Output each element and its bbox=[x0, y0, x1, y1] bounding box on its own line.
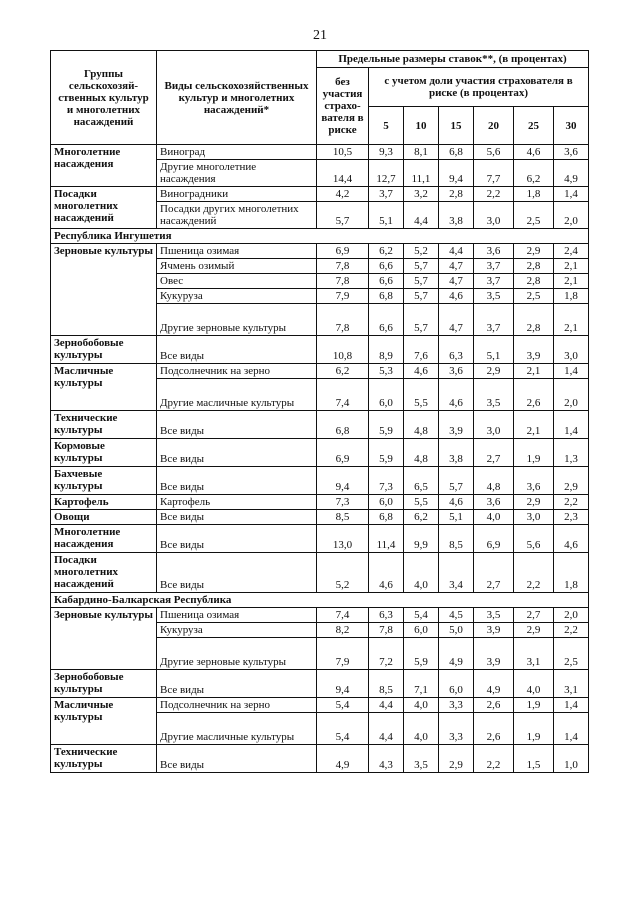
rate-with-share: 6,5 bbox=[404, 467, 439, 495]
table-row bbox=[51, 495, 589, 510]
rate-with-share: 2,2 bbox=[514, 553, 554, 593]
rate-with-share: 5,4 bbox=[404, 608, 439, 623]
rate-with-share: 6,8 bbox=[369, 510, 404, 525]
rate-with-share: 1,9 bbox=[514, 698, 554, 713]
rate-with-share: 2,4 bbox=[554, 244, 589, 259]
rate-with-share: 4,6 bbox=[554, 525, 589, 553]
rate-with-share: 2,9 bbox=[474, 364, 514, 379]
rate-with-share: 3,6 bbox=[474, 244, 514, 259]
crop-name: Все виды bbox=[157, 467, 317, 495]
rate-with-share: 3,6 bbox=[474, 495, 514, 510]
crop-name: Все виды bbox=[157, 670, 317, 698]
rate-with-share: 4,0 bbox=[514, 670, 554, 698]
rate-with-share: 2,2 bbox=[554, 623, 589, 638]
rate-without-share: 6,9 bbox=[317, 244, 369, 259]
header-share: 20 bbox=[474, 107, 514, 145]
rate-with-share: 2,8 bbox=[439, 187, 474, 202]
rate-with-share: 2,2 bbox=[474, 187, 514, 202]
crop-name: Картофель bbox=[157, 495, 317, 510]
rate-without-share: 7,3 bbox=[317, 495, 369, 510]
rate-with-share: 1,4 bbox=[554, 411, 589, 439]
rate-without-share: 6,8 bbox=[317, 411, 369, 439]
rate-without-share: 4,9 bbox=[317, 745, 369, 773]
header-with-share: с учетом доли участия страхователя в риске (в процентах) bbox=[369, 68, 589, 107]
rate-with-share: 5,7 bbox=[404, 289, 439, 304]
rate-with-share: 4,7 bbox=[439, 274, 474, 289]
rate-with-share: 2,2 bbox=[554, 495, 589, 510]
rate-with-share: 3,2 bbox=[404, 187, 439, 202]
region-row bbox=[51, 229, 589, 244]
rate-with-share: 2,6 bbox=[514, 379, 554, 411]
rate-with-share: 5,6 bbox=[474, 145, 514, 160]
rate-with-share: 2,9 bbox=[554, 467, 589, 495]
group-name: Масличные культуры bbox=[51, 698, 157, 745]
rate-with-share: 1,5 bbox=[514, 745, 554, 773]
rate-with-share: 6,6 bbox=[369, 259, 404, 274]
rate-with-share: 3,9 bbox=[439, 411, 474, 439]
rate-without-share: 9,4 bbox=[317, 467, 369, 495]
rate-with-share: 2,0 bbox=[554, 379, 589, 411]
rate-with-share: 6,3 bbox=[369, 608, 404, 623]
region-title: Республика Ингушетия bbox=[51, 229, 589, 244]
header-without-share: без участия страхо- вателя в риске bbox=[317, 68, 369, 145]
rate-with-share: 1,4 bbox=[554, 713, 589, 745]
rate-with-share: 6,0 bbox=[369, 379, 404, 411]
group-name: Масличные культуры bbox=[51, 364, 157, 411]
page-number: 21 bbox=[313, 28, 327, 43]
rate-with-share: 6,8 bbox=[369, 289, 404, 304]
rate-without-share: 7,9 bbox=[317, 289, 369, 304]
rate-with-share: 1,3 bbox=[554, 439, 589, 467]
rate-with-share: 4,0 bbox=[404, 698, 439, 713]
rate-with-share: 6,0 bbox=[369, 495, 404, 510]
table-row bbox=[51, 525, 589, 553]
rate-with-share: 4,3 bbox=[369, 745, 404, 773]
insurance-rates-table bbox=[50, 50, 589, 773]
rate-without-share: 10,5 bbox=[317, 145, 369, 160]
rate-with-share: 9,4 bbox=[439, 160, 474, 187]
rate-with-share: 2,5 bbox=[514, 202, 554, 229]
crop-name: Ячмень озимый bbox=[157, 259, 317, 274]
rate-with-share: 2,1 bbox=[514, 411, 554, 439]
rate-with-share: 12,7 bbox=[369, 160, 404, 187]
rate-without-share: 6,9 bbox=[317, 439, 369, 467]
rate-with-share: 2,8 bbox=[514, 274, 554, 289]
rate-with-share: 4,6 bbox=[514, 145, 554, 160]
rate-with-share: 5,5 bbox=[404, 495, 439, 510]
rate-with-share: 4,8 bbox=[474, 467, 514, 495]
rate-with-share: 3,5 bbox=[474, 379, 514, 411]
rate-with-share: 7,1 bbox=[404, 670, 439, 698]
rate-with-share: 4,9 bbox=[439, 638, 474, 670]
rate-with-share: 6,0 bbox=[439, 670, 474, 698]
header-share: 5 bbox=[369, 107, 404, 145]
rate-with-share: 6,8 bbox=[439, 145, 474, 160]
rate-without-share: 5,7 bbox=[317, 202, 369, 229]
table-row bbox=[51, 608, 589, 623]
table-header bbox=[51, 51, 589, 145]
rate-with-share: 2,9 bbox=[439, 745, 474, 773]
rate-without-share: 9,4 bbox=[317, 670, 369, 698]
rate-with-share: 1,0 bbox=[554, 745, 589, 773]
rate-with-share: 2,1 bbox=[554, 274, 589, 289]
header-share: 15 bbox=[439, 107, 474, 145]
crop-name: Пшеница озимая bbox=[157, 244, 317, 259]
rate-with-share: 4,6 bbox=[404, 364, 439, 379]
rate-with-share: 3,7 bbox=[369, 187, 404, 202]
rate-with-share: 2,6 bbox=[474, 698, 514, 713]
rate-with-share: 3,0 bbox=[474, 411, 514, 439]
rate-with-share: 2,1 bbox=[514, 364, 554, 379]
crop-name: Кукуруза bbox=[157, 289, 317, 304]
rate-with-share: 4,0 bbox=[474, 510, 514, 525]
table-row bbox=[51, 439, 589, 467]
rate-with-share: 11,1 bbox=[404, 160, 439, 187]
rate-without-share: 5,4 bbox=[317, 713, 369, 745]
rate-with-share: 11,4 bbox=[369, 525, 404, 553]
rate-with-share: 2,8 bbox=[514, 304, 554, 336]
rate-with-share: 3,0 bbox=[554, 336, 589, 364]
rate-without-share: 5,2 bbox=[317, 553, 369, 593]
rate-with-share: 4,4 bbox=[439, 244, 474, 259]
rate-with-share: 2,0 bbox=[554, 202, 589, 229]
table-row bbox=[51, 145, 589, 160]
rate-with-share: 5,1 bbox=[439, 510, 474, 525]
crop-name: Все виды bbox=[157, 411, 317, 439]
rate-with-share: 3,1 bbox=[514, 638, 554, 670]
rate-with-share: 4,8 bbox=[404, 439, 439, 467]
rate-with-share: 5,0 bbox=[439, 623, 474, 638]
rate-with-share: 3,6 bbox=[554, 145, 589, 160]
rate-with-share: 1,9 bbox=[514, 713, 554, 745]
group-name: Овощи bbox=[51, 510, 157, 525]
rate-with-share: 4,8 bbox=[404, 411, 439, 439]
rate-with-share: 3,4 bbox=[439, 553, 474, 593]
rate-with-share: 7,6 bbox=[404, 336, 439, 364]
rate-with-share: 5,9 bbox=[404, 638, 439, 670]
crop-name: Все виды bbox=[157, 745, 317, 773]
crop-name: Виноградники bbox=[157, 187, 317, 202]
crop-name: Кукуруза bbox=[157, 623, 317, 638]
rate-with-share: 1,4 bbox=[554, 698, 589, 713]
rate-with-share: 3,9 bbox=[474, 623, 514, 638]
rate-with-share: 6,2 bbox=[404, 510, 439, 525]
rate-with-share: 2,5 bbox=[514, 289, 554, 304]
rate-without-share: 13,0 bbox=[317, 525, 369, 553]
crop-name: Другие многолетние насаждения bbox=[157, 160, 317, 187]
rate-with-share: 8,1 bbox=[404, 145, 439, 160]
rate-with-share: 5,2 bbox=[404, 244, 439, 259]
rate-with-share: 3,9 bbox=[514, 336, 554, 364]
rate-with-share: 4,0 bbox=[404, 713, 439, 745]
rate-with-share: 2,0 bbox=[554, 608, 589, 623]
rate-with-share: 3,3 bbox=[439, 698, 474, 713]
table-row bbox=[51, 553, 589, 593]
rate-with-share: 4,9 bbox=[474, 670, 514, 698]
rate-with-share: 4,4 bbox=[369, 713, 404, 745]
rate-with-share: 7,2 bbox=[369, 638, 404, 670]
rate-with-share: 5,9 bbox=[369, 439, 404, 467]
rate-with-share: 2,9 bbox=[514, 495, 554, 510]
header-share: 30 bbox=[554, 107, 589, 145]
crop-name: Все виды bbox=[157, 439, 317, 467]
rate-with-share: 5,7 bbox=[404, 274, 439, 289]
group-name: Посадки многолетних насаждений bbox=[51, 553, 157, 593]
group-name: Зернобобовые культуры bbox=[51, 336, 157, 364]
rate-without-share: 7,9 bbox=[317, 638, 369, 670]
rate-with-share: 2,1 bbox=[554, 259, 589, 274]
crop-name: Подсолнечник на зерно bbox=[157, 364, 317, 379]
table-row bbox=[51, 467, 589, 495]
crop-name: Подсолнечник на зерно bbox=[157, 698, 317, 713]
rate-with-share: 2,7 bbox=[514, 608, 554, 623]
rate-with-share: 8,5 bbox=[369, 670, 404, 698]
header-share: 25 bbox=[514, 107, 554, 145]
rate-with-share: 3,7 bbox=[474, 274, 514, 289]
rate-without-share: 7,8 bbox=[317, 304, 369, 336]
rate-with-share: 3,5 bbox=[404, 745, 439, 773]
rate-with-share: 5,1 bbox=[474, 336, 514, 364]
rate-with-share: 6,0 bbox=[404, 623, 439, 638]
rate-with-share: 3,5 bbox=[474, 608, 514, 623]
rate-with-share: 2,9 bbox=[514, 244, 554, 259]
header-share: 10 bbox=[404, 107, 439, 145]
rate-with-share: 4,5 bbox=[439, 608, 474, 623]
rate-without-share: 4,2 bbox=[317, 187, 369, 202]
crop-name: Все виды bbox=[157, 553, 317, 593]
rate-with-share: 1,8 bbox=[514, 187, 554, 202]
rate-with-share: 3,0 bbox=[474, 202, 514, 229]
rate-with-share: 4,7 bbox=[439, 304, 474, 336]
rate-with-share: 2,9 bbox=[514, 623, 554, 638]
rate-without-share: 6,2 bbox=[317, 364, 369, 379]
header-limits: Предельные размеры ставок**, (в процентах) bbox=[317, 51, 589, 68]
rate-with-share: 3,7 bbox=[474, 259, 514, 274]
rate-with-share: 3,8 bbox=[439, 202, 474, 229]
rate-with-share: 3,3 bbox=[439, 713, 474, 745]
rate-with-share: 4,9 bbox=[554, 160, 589, 187]
crop-name: Все виды bbox=[157, 510, 317, 525]
group-name: Многолетние насаждения bbox=[51, 525, 157, 553]
table-row bbox=[51, 670, 589, 698]
group-name: Технические культуры bbox=[51, 411, 157, 439]
rate-with-share: 3,8 bbox=[439, 439, 474, 467]
rate-with-share: 1,9 bbox=[514, 439, 554, 467]
group-name: Зернобобовые культуры bbox=[51, 670, 157, 698]
crop-name: Виноград bbox=[157, 145, 317, 160]
table-row bbox=[51, 510, 589, 525]
rate-with-share: 4,0 bbox=[404, 553, 439, 593]
rate-with-share: 4,6 bbox=[439, 379, 474, 411]
rate-with-share: 4,7 bbox=[439, 259, 474, 274]
crop-name: Пшеница озимая bbox=[157, 608, 317, 623]
rate-with-share: 1,8 bbox=[554, 553, 589, 593]
rate-with-share: 6,9 bbox=[474, 525, 514, 553]
rate-with-share: 2,7 bbox=[474, 553, 514, 593]
rate-with-share: 6,3 bbox=[439, 336, 474, 364]
table-row bbox=[51, 336, 589, 364]
rate-with-share: 1,4 bbox=[554, 187, 589, 202]
table-row bbox=[51, 411, 589, 439]
rate-with-share: 5,5 bbox=[404, 379, 439, 411]
rate-with-share: 1,8 bbox=[554, 289, 589, 304]
rate-with-share: 8,5 bbox=[439, 525, 474, 553]
rate-with-share: 9,3 bbox=[369, 145, 404, 160]
rate-with-share: 6,6 bbox=[369, 304, 404, 336]
rate-without-share: 5,4 bbox=[317, 698, 369, 713]
rate-with-share: 3,6 bbox=[514, 467, 554, 495]
crop-name: Другие масличные культуры bbox=[157, 713, 317, 745]
crop-name: Овес bbox=[157, 274, 317, 289]
header-group: Группы сельскохозяй- ственных культур и многолетних насаждений bbox=[51, 51, 157, 145]
rate-with-share: 2,1 bbox=[554, 304, 589, 336]
rate-with-share: 3,0 bbox=[514, 510, 554, 525]
rate-with-share: 7,8 bbox=[369, 623, 404, 638]
rate-with-share: 5,6 bbox=[514, 525, 554, 553]
crop-name: Другие масличные культуры bbox=[157, 379, 317, 411]
group-name: Кормовые культуры bbox=[51, 439, 157, 467]
group-name: Зерновые культуры bbox=[51, 244, 157, 336]
rate-with-share: 5,7 bbox=[404, 259, 439, 274]
rate-with-share: 5,9 bbox=[369, 411, 404, 439]
rate-with-share: 2,7 bbox=[474, 439, 514, 467]
table-body bbox=[51, 145, 589, 773]
rate-without-share: 14,4 bbox=[317, 160, 369, 187]
group-name: Бахчевые культуры bbox=[51, 467, 157, 495]
rate-without-share: 7,8 bbox=[317, 259, 369, 274]
rate-with-share: 3,1 bbox=[554, 670, 589, 698]
rate-with-share: 9,9 bbox=[404, 525, 439, 553]
rate-with-share: 3,7 bbox=[474, 304, 514, 336]
group-name: Картофель bbox=[51, 495, 157, 510]
table-row bbox=[51, 187, 589, 202]
rate-without-share: 7,4 bbox=[317, 608, 369, 623]
rate-with-share: 5,7 bbox=[404, 304, 439, 336]
table-row bbox=[51, 364, 589, 379]
rate-with-share: 8,9 bbox=[369, 336, 404, 364]
table-row bbox=[51, 698, 589, 713]
crop-name: Другие зерновые культуры bbox=[157, 638, 317, 670]
group-name: Многолетние насаждения bbox=[51, 145, 157, 187]
rate-without-share: 8,2 bbox=[317, 623, 369, 638]
rate-with-share: 2,5 bbox=[554, 638, 589, 670]
rate-with-share: 4,4 bbox=[369, 698, 404, 713]
rate-with-share: 4,6 bbox=[439, 289, 474, 304]
region-title: Кабардино-Балкарская Республика bbox=[51, 593, 589, 608]
region-row bbox=[51, 593, 589, 608]
rate-with-share: 4,6 bbox=[369, 553, 404, 593]
rate-with-share: 7,3 bbox=[369, 467, 404, 495]
rate-with-share: 5,3 bbox=[369, 364, 404, 379]
rate-with-share: 2,3 bbox=[554, 510, 589, 525]
rate-with-share: 5,1 bbox=[369, 202, 404, 229]
group-name: Зерновые культуры bbox=[51, 608, 157, 670]
rate-with-share: 2,8 bbox=[514, 259, 554, 274]
rate-with-share: 6,2 bbox=[369, 244, 404, 259]
rate-with-share: 2,2 bbox=[474, 745, 514, 773]
rate-with-share: 6,6 bbox=[369, 274, 404, 289]
rate-with-share: 6,2 bbox=[514, 160, 554, 187]
header-type: Виды сельскохозяйственных культур и многолетних насаждений* bbox=[157, 51, 317, 145]
rate-with-share: 3,5 bbox=[474, 289, 514, 304]
group-name: Посадки многолетних насаждений bbox=[51, 187, 157, 229]
crop-name: Все виды bbox=[157, 336, 317, 364]
crop-name: Другие зерновые культуры bbox=[157, 304, 317, 336]
table-row bbox=[51, 244, 589, 259]
rate-without-share: 7,8 bbox=[317, 274, 369, 289]
rate-without-share: 8,5 bbox=[317, 510, 369, 525]
rate-without-share: 10,8 bbox=[317, 336, 369, 364]
table-row bbox=[51, 745, 589, 773]
rate-with-share: 4,6 bbox=[439, 495, 474, 510]
rate-with-share: 2,6 bbox=[474, 713, 514, 745]
rate-with-share: 1,4 bbox=[554, 364, 589, 379]
rate-with-share: 3,9 bbox=[474, 638, 514, 670]
rate-with-share: 5,7 bbox=[439, 467, 474, 495]
rate-with-share: 4,4 bbox=[404, 202, 439, 229]
crop-name: Посадки других многолетних насаждений bbox=[157, 202, 317, 229]
crop-name: Все виды bbox=[157, 525, 317, 553]
group-name: Технические культуры bbox=[51, 745, 157, 773]
rate-without-share: 7,4 bbox=[317, 379, 369, 411]
rate-with-share: 7,7 bbox=[474, 160, 514, 187]
rate-with-share: 3,6 bbox=[439, 364, 474, 379]
